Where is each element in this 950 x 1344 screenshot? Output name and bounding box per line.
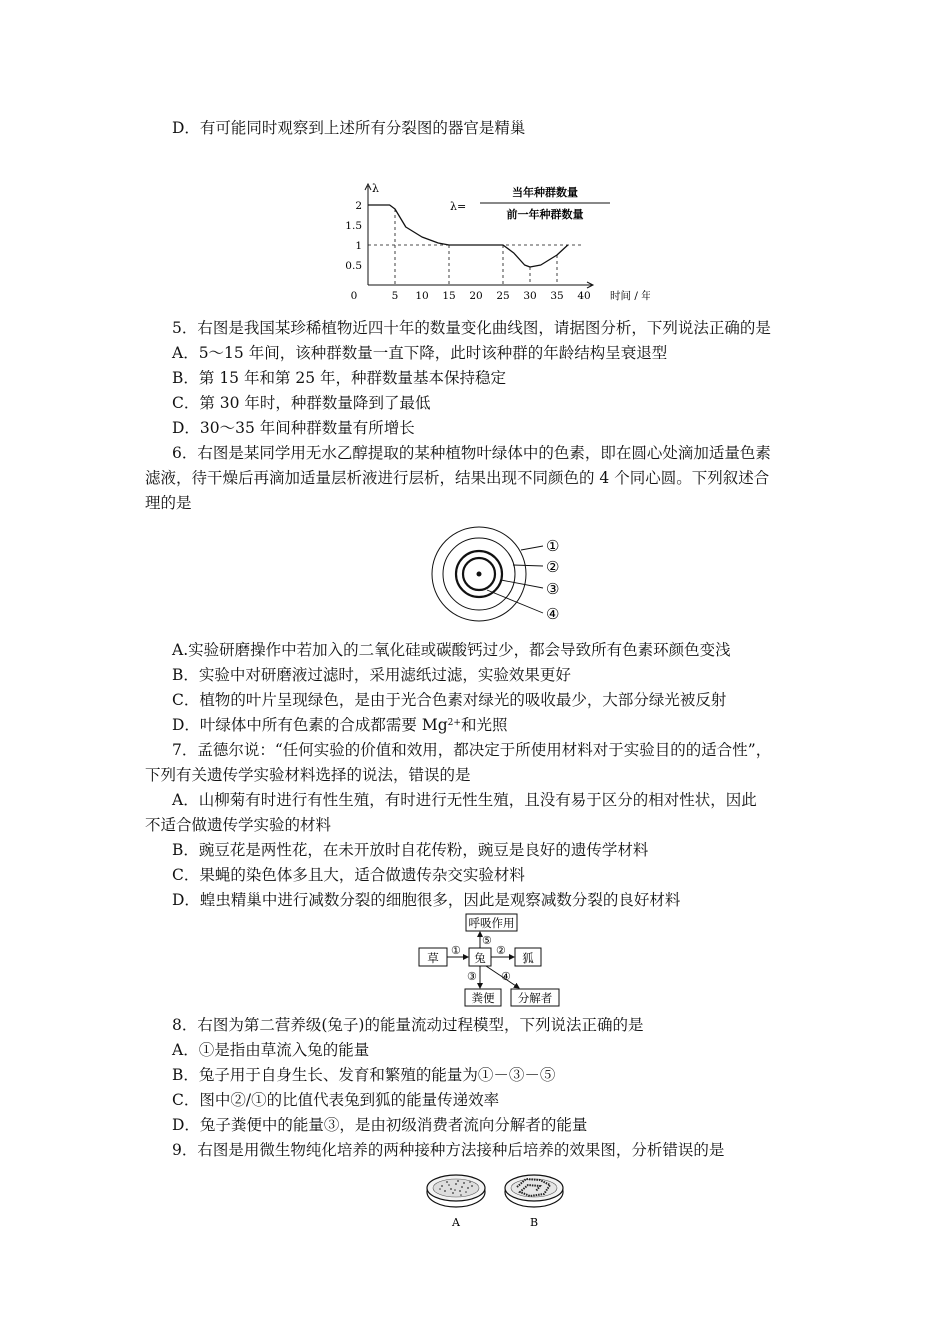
circle-label-4: ④ [546,605,560,623]
q6-stem-line3: 理的是 [145,494,192,512]
x-tick-label: 35 [550,290,564,302]
lambda-chart-svg [340,180,650,305]
q8-option-a: A．①是指由草流入兔的能量 [172,1041,370,1059]
y-tick-label: 1 [355,240,362,252]
dish-label-b: B [529,1216,539,1229]
q5-option-d: D．30～35 年间种群数量有所增长 [172,419,415,437]
q7-stem-line1: 7．孟德尔说：“任何实验的价值和效用，都决定于所使用材料对于实验目的的适合性”， [172,741,772,759]
q5-option-c: C．第 30 年时，种群数量降到了最低 [172,394,431,412]
x-tick-label: 10 [415,290,429,302]
q7-option-d: D．蝗虫精巢中进行减数分裂的细胞很多，因此是观察减数分裂的良好材料 [172,891,681,909]
label-grass: 草 [427,951,439,965]
arrow-label-1: ① [451,944,461,957]
q8-stem: 8．右图为第二营养级(兔子)的能量流动过程模型，下列说法正确的是 [172,1016,644,1034]
y-tick-label: 2 [355,200,362,212]
formula-denominator: 前一年种群数量 [506,208,584,221]
lambda-chart [340,180,650,305]
q6-option-b: B．实验中对研磨液过滤时，采用滤纸过滤，实验效果更好 [172,666,571,684]
arrow-label-5: ⑤ [482,934,492,947]
formula-numerator: 当年种群数量 [512,186,578,199]
circle-label-3: ③ [546,580,560,598]
pigment-circles-figure [415,518,575,628]
x-axis-label: 时间 / 年 [610,290,650,302]
q6-stem-line1: 6．右图是某同学用无水乙醇提取的某种植物叶绿体中的色素，即在圆心处滴加适量色素 [172,444,771,462]
dish-label-a: A [452,1216,460,1229]
label-rabbit: 兔 [474,951,486,965]
q6-option-c: C．植物的叶片呈现绿色，是由于光合色素对绿光的吸收最少，大部分绿光被反射 [172,691,727,709]
x-tick-label: 30 [523,290,537,302]
q5-option-a: A．5～15 年间，该种群数量一直下降，此时该种群的年龄结构呈衰退型 [172,344,668,362]
q6-option-a: A.实验研磨操作中若加入的二氧化硅或碳酸钙过少，都会导致所有色素环颜色变浅 [172,641,731,659]
q7-stem-line2: 下列有关遗传学实验材料选择的说法，错误的是 [145,766,471,784]
formula-lhs: λ= [450,200,467,213]
q9-stem: 9．右图是用微生物纯化培养的两种接种方法接种后培养的效果图，分析错误的是 [172,1141,725,1159]
x-tick-label: 0 [350,290,358,302]
x-tick-label: 15 [442,290,456,302]
label-decomposer: 分解者 [517,991,553,1005]
arrow-label-2: ② [496,944,506,957]
q7-option-a-line1: A．山柳菊有时进行有性生殖，有时进行无性生殖，且没有易于区分的相对性状，因此 [172,791,757,809]
y-tick-label: 0.5 [345,260,362,272]
center-dot [477,572,482,577]
x-tick-label: 20 [469,290,483,302]
q7-option-b: B．豌豆花是两性花，在未开放时自花传粉，豌豆是良好的遗传学材料 [172,841,649,859]
q8-option-d: D．兔子粪便中的能量③，是由初级消费者流向分解者的能量 [172,1116,588,1134]
q5-option-b: B．第 15 年和第 25 年，种群数量基本保持稳定 [172,369,507,387]
energy-flow-diagram [415,912,565,1010]
arrow-label-4: ④ [501,970,511,983]
label-respiration: 呼吸作用 [468,916,515,930]
q8-option-c: C．图中②/①的比值代表兔到狐的能量传递效率 [172,1091,500,1109]
q4-option-d: D．有可能同时观察到上述所有分裂图的器官是精巢 [172,119,526,137]
x-tick-label: 40 [577,290,591,302]
q7-option-c: C．果蝇的染色体多且大，适合做遗传杂交实验材料 [172,866,525,884]
x-tick-label: 25 [496,290,510,302]
q5-stem: 5．右图是我国某珍稀植物近四十年的数量变化曲线图，请据图分析，下列说法正确的是 [172,319,771,337]
y-axis-label: λ [372,182,379,195]
circle-label-1: ① [546,537,560,555]
label-fox: 狐 [522,951,534,965]
petri-dish-figure [420,1168,570,1233]
label-feces: 粪便 [471,991,495,1005]
x-tick-label: 5 [391,290,399,302]
circle-label-2: ② [546,558,560,576]
q6-stem-line2: 滤液，待干燥后再滴加适量层析液进行层析，结果出现不同颜色的 4 个同心圆。下列叙述合 [145,469,770,487]
q7-option-a-line2: 不适合做遗传学实验的材料 [145,816,332,834]
q8-option-b: B．兔子用于自身生长、发育和繁殖的能量为①－③－⑤ [172,1066,556,1084]
q6-option-d: D．叶绿体中所有色素的合成都需要 $Mg^{2+}$和光照 [172,716,508,734]
arrow-label-3: ③ [467,970,477,983]
y-tick-label: 1.5 [345,220,362,232]
